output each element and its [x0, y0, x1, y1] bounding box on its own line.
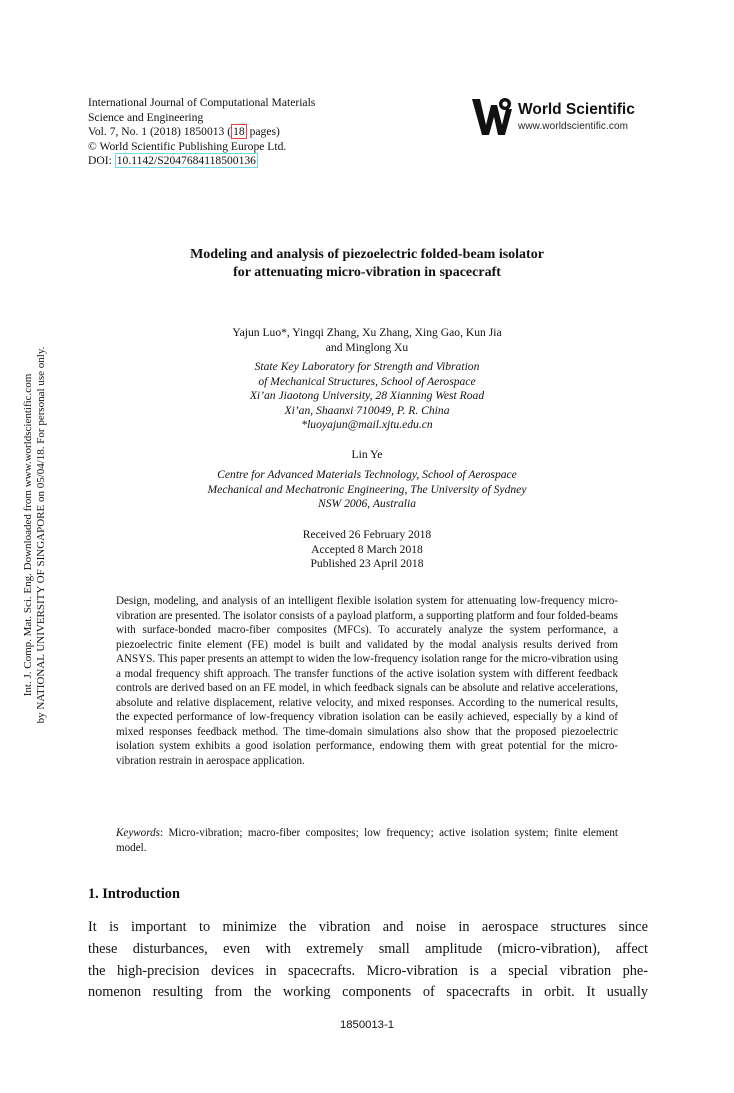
publisher-name: World Scientific — [518, 101, 635, 118]
copyright-line: © World Scientific Publishing Europe Ltd. — [88, 139, 287, 153]
doi-line — [88, 154, 315, 169]
download-notice-text — [22, 325, 48, 745]
publisher-url: www.worldscientific.com — [518, 121, 629, 132]
doi-label: DOI: — [88, 154, 115, 168]
journal-name-line-1: International Journal of Computational Materials — [88, 96, 316, 109]
affiliation-1-line-3: Xi’an Jiaotong University, 28 Xianning West Road — [249, 389, 485, 403]
affiliation-2-line-3: NSW 2006, Australia — [317, 497, 417, 511]
page-count-link[interactable]: 18 — [233, 125, 245, 139]
published-date: Published 23 April 2018 — [310, 557, 424, 571]
journal-header — [88, 96, 315, 169]
body-line-1: It is important to minimize the vibration and noise in aerospace structures since — [88, 919, 648, 935]
page-number: 1850013-1 — [339, 1019, 395, 1031]
affiliation-1-line-1: State Key Laboratory for Strength and Vibration — [254, 360, 480, 373]
affiliation-2-line-1: Centre for Advanced Materials Technology, School of Aerospace — [217, 468, 517, 481]
corresponding-email[interactable]: *luoyajun@mail.xjtu.edu.cn — [301, 418, 433, 432]
paper-title-line-2: for attenuating micro-vibration in spacecraft — [233, 265, 501, 280]
accepted-date: Accepted 8 March 2018 — [311, 542, 423, 556]
body-line-3: the high-precision devices in spacecrafts. Micro-vibration is a special vibration phe- — [88, 962, 648, 979]
second-author-name: Lin Ye — [351, 448, 383, 461]
affiliation-2 — [80, 468, 654, 512]
second-author — [80, 448, 654, 463]
doi-link[interactable]: 10.1142/S2047684118500136 — [116, 154, 256, 168]
publisher-logo — [470, 95, 650, 137]
keywords — [116, 826, 618, 855]
affiliation-1-line-2: of Mechanical Structures, School of Aerospace — [258, 374, 476, 388]
keywords-label: Keywords — [116, 827, 160, 839]
volume-info — [88, 125, 315, 140]
paper-title-line-1: Modeling and analysis of piezoelectric folded-beam isolator — [190, 247, 544, 262]
keywords-text: : Micro-vibration; macro-fiber composites; low frequency; active isolation system; finite element model. — [116, 827, 618, 854]
body-paragraph — [88, 917, 648, 1004]
paper-title — [80, 246, 654, 282]
volume-suffix: pages) — [246, 125, 280, 139]
history-dates — [80, 528, 654, 572]
author-list — [80, 326, 654, 355]
journal-name-line-2: Science and Engineering — [88, 110, 204, 124]
received-date: Received 26 February 2018 — [302, 528, 432, 541]
download-notice-line-2: by NATIONAL UNIVERSITY OF SINGAPORE on 05/04/18. For personal use only. — [35, 346, 47, 724]
author-list-line-1: Yajun Luo*, Yingqi Zhang, Xu Zhang, Xing Gao, Kun Jia — [232, 326, 502, 339]
author-list-line-2: and Minglong Xu — [325, 340, 409, 354]
affiliation-2-line-2: Mechanical and Mechatronic Engineering, The University of Sydney — [207, 482, 527, 496]
download-notice-line-1: Int. J. Comp. Mat. Sci. Eng. Downloaded from www.worldscientific.com — [22, 373, 34, 697]
section-heading: 1. Introduction — [88, 886, 180, 902]
abstract: Design, modeling, and analysis of an intelligent flexible isolation system for attenuating low-frequency micro-vibration are presented. The isolator consists of a payload platform, a supporting platform and four folded-beams with surface-bonded macro-fiber composites (MFCs). To accurately analyze the system performance, a piezoelectric finite element (FE) model is built and validated by the modal analysis results derived from ANSYS. This paper presents an attempt to widen the low-frequency isolation range for the micro-vibration using a modal frequency shift approach. The transfer functions of the active isolation system with different feedback controls are derived based on an FE model, in which feedback signals can be absolute and relative accelerations, absolute and relative displacement, relative velocity, and mixed responses. According to the numerical results, the expected performance of low-frequency vibration isolation can be easily achieved, especially by a kind of mixed responses feedback method. The time-domain simulations also show that the proposed piezoelectric isolation system exhibits a good isolation performance, endowing them with great potential for the micro-vibration restrain in aerospace application. — [116, 595, 618, 768]
world-scientific-logo-icon — [470, 95, 516, 137]
affiliation-1 — [80, 360, 654, 433]
affiliation-1-line-4: Xi’an, Shaanxi 710049, P. R. China — [284, 403, 450, 417]
volume-prefix: Vol. 7, No. 1 (2018) 1850013 ( — [88, 125, 232, 139]
body-line-4: nomenon resulting from the working components of spacecrafts in orbit. It usually — [88, 984, 648, 1001]
download-notice — [0, 0, 60, 1093]
body-line-2: these disturbances, even with extremely small amplitude (micro-vibration), affect — [88, 940, 648, 957]
